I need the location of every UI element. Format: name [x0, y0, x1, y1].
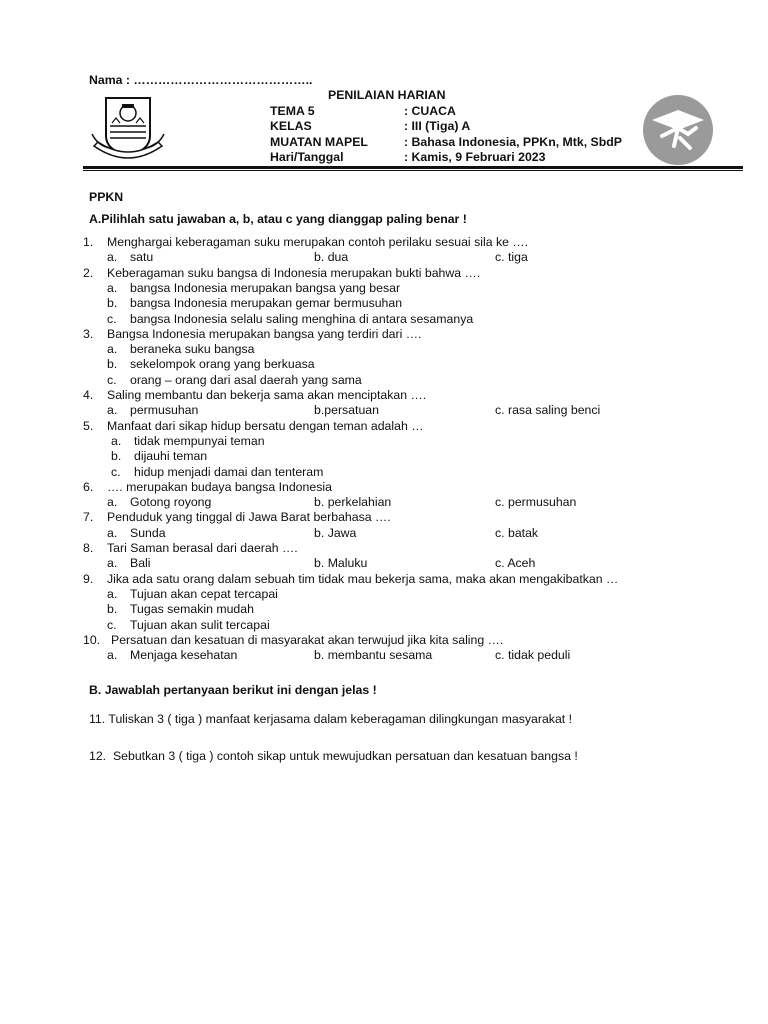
- question-text: Tari Saman berasal dari daerah ….: [107, 541, 298, 555]
- option-letter: a.: [107, 280, 118, 295]
- question-number: 4.: [83, 388, 94, 402]
- option-letter: c.: [495, 648, 505, 663]
- essay-number: 11.: [89, 712, 106, 726]
- option-letter: a.: [107, 342, 118, 357]
- question-number: 2.: [83, 265, 94, 280]
- question-number: 3.: [83, 326, 94, 341]
- option-item: [314, 495, 391, 510]
- option-text: Gotong royong: [130, 495, 212, 510]
- option-letter: a.: [107, 648, 118, 663]
- option-text: tidak mempunyai teman: [134, 433, 265, 448]
- option-item: [314, 250, 348, 265]
- header-row-value: : Bahasa Indonesia, PPKn, Mtk, SbdP: [404, 135, 622, 149]
- option-letter: c.: [107, 617, 117, 632]
- option-text: Jawa: [327, 525, 357, 540]
- option-text: dua: [327, 250, 349, 265]
- header-divider-thin: [83, 170, 743, 171]
- question-text: Menghargai keberagaman suku merupakan contoh perilaku sesuai sila ke ….: [107, 235, 529, 249]
- option-text: bangsa Indonesia merupakan gemar bermusuhan: [130, 296, 403, 311]
- question-text: Penduduk yang tinggal di Jawa Barat berbahasa ….: [107, 510, 391, 525]
- option-letter: b.: [314, 525, 325, 540]
- option-letter: a.: [107, 403, 118, 418]
- option-item: [314, 526, 356, 541]
- essay-number: 12.: [89, 749, 107, 763]
- option-text: persatuan: [324, 403, 379, 418]
- question-text: Saling membantu dan bekerja sama akan menciptakan ….: [107, 388, 427, 402]
- option-letter: a.: [107, 495, 118, 510]
- option-text: orang – orang dari asal daerah yang sama: [130, 372, 362, 387]
- option-item: [495, 556, 535, 571]
- question-text: Keberagaman suku bangsa di Indonesia merupakan bukti bahwa ….: [107, 265, 481, 280]
- option-letter: b.: [107, 357, 118, 372]
- option-text: satu: [130, 250, 154, 265]
- option-text: bangsa Indonesia merupakan bangsa yang besar: [130, 280, 401, 295]
- option-letter: c.: [107, 311, 117, 326]
- option-text: sekelompok orang yang berkuasa: [130, 357, 315, 372]
- question-number: 5.: [83, 418, 94, 433]
- option-letter: b.: [107, 602, 118, 617]
- option-item: [495, 250, 528, 265]
- option-item: [495, 648, 570, 663]
- question-text: Jika ada satu orang dalam sebuah tim tidak mau bekerja sama, maka akan mengakibatkan …: [107, 571, 619, 586]
- header-row-value: : Kamis, 9 Februari 2023: [404, 150, 546, 164]
- option-letter: a.: [107, 586, 118, 601]
- option-item: [314, 556, 367, 571]
- header-row-value: : III (Tiga) A: [404, 119, 471, 133]
- question-text: Persatuan dan kesatuan di masyarakat akan terwujud jika kita saling ….: [111, 632, 504, 647]
- question-number: 6.: [83, 479, 94, 494]
- option-text: tidak peduli: [508, 648, 571, 663]
- option-text: tiga: [508, 250, 528, 265]
- province-emblem-logo: [88, 88, 168, 168]
- question-number: 10.: [83, 632, 101, 647]
- option-item: [495, 495, 576, 510]
- essay-question: [89, 749, 578, 763]
- option-letter: b.: [314, 250, 325, 265]
- question-text: …. merupakan budaya bangsa Indonesia: [107, 479, 332, 494]
- option-text: Aceh: [507, 556, 536, 571]
- option-letter: b.: [314, 403, 325, 418]
- option-text: Tujuan akan cepat tercapai: [130, 586, 278, 601]
- option-text: perkelahian: [327, 495, 392, 510]
- option-letter: c.: [107, 372, 117, 387]
- essay-question: [89, 712, 572, 726]
- option-text: rasa saling benci: [508, 403, 601, 418]
- option-text: Maluku: [327, 556, 368, 571]
- option-letter: c.: [495, 556, 505, 571]
- option-text: permusuhan: [508, 495, 577, 510]
- header-row-value: : CUACA: [404, 104, 456, 118]
- option-letter: b.: [314, 495, 325, 510]
- option-item: [314, 648, 432, 663]
- option-text: Sunda: [130, 525, 166, 540]
- question-text: Bangsa Indonesia merupakan bangsa yang terdiri dari ….: [107, 326, 422, 341]
- option-item: [495, 403, 600, 418]
- question-text: Manfaat dari sikap hidup bersatu dengan teman adalah …: [107, 418, 424, 433]
- kurikulum-logo: [638, 94, 718, 166]
- option-letter: a.: [111, 433, 122, 448]
- option-text: Bali: [130, 556, 151, 571]
- option-item: [495, 526, 538, 541]
- option-letter: c.: [495, 403, 505, 418]
- option-letter: a.: [107, 556, 118, 571]
- question-number: 1.: [83, 235, 94, 249]
- option-text: permusuhan: [130, 403, 199, 418]
- essay-text: Tuliskan 3 ( tiga ) manfaat kerjasama dalam keberagaman dilingkungan masyarakat !: [108, 712, 573, 726]
- option-letter: b.: [314, 556, 325, 571]
- option-text: Menjaga kesehatan: [130, 648, 238, 663]
- option-letter: c.: [111, 464, 121, 479]
- question-number: 7.: [83, 510, 94, 525]
- option-text: Tujuan akan sulit tercapai: [130, 617, 270, 632]
- option-text: beraneka suku bangsa: [130, 342, 255, 357]
- essay-text: Sebutkan 3 ( tiga ) contoh sikap untuk mewujudkan persatuan dan kesatuan bangsa !: [112, 749, 578, 763]
- question-number: 8.: [83, 541, 94, 555]
- option-text: membantu sesama: [327, 648, 433, 663]
- subject-title: PPKN: [89, 190, 124, 204]
- option-text: batak: [508, 525, 539, 540]
- option-letter: a.: [107, 525, 118, 540]
- option-letter: c.: [495, 525, 505, 540]
- header-row-label: TEMA 5: [270, 104, 315, 118]
- question-number: 9.: [83, 571, 94, 586]
- nama-field: Nama : ……………………………………..: [89, 73, 313, 87]
- section-b-title: B. Jawablah pertanyaan berikut ini dengan jelas !: [89, 683, 377, 697]
- option-letter: a.: [107, 250, 118, 265]
- option-text: hidup menjadi damai dan tenteram: [134, 464, 324, 479]
- page-title: PENILAIAN HARIAN: [328, 88, 446, 102]
- header-divider-thick: [83, 166, 743, 169]
- header-row-label: KELAS: [270, 119, 312, 133]
- option-text: bangsa Indonesia selalu saling menghina di antara sesamanya: [130, 311, 474, 326]
- option-text: dijauhi teman: [134, 449, 208, 464]
- option-letter: b.: [314, 648, 325, 663]
- section-a-title: A.Pilihlah satu jawaban a, b, atau c yang dianggap paling benar !: [89, 212, 467, 226]
- option-letter: b.: [111, 449, 122, 464]
- option-letter: c.: [495, 495, 505, 510]
- option-text: Tugas semakin mudah: [130, 602, 254, 617]
- option-letter: c.: [495, 250, 505, 265]
- header-row-label: Hari/Tanggal: [270, 150, 344, 164]
- option-item: [314, 403, 379, 418]
- option-letter: b.: [107, 296, 118, 311]
- header-row-label: MUATAN MAPEL: [270, 135, 368, 149]
